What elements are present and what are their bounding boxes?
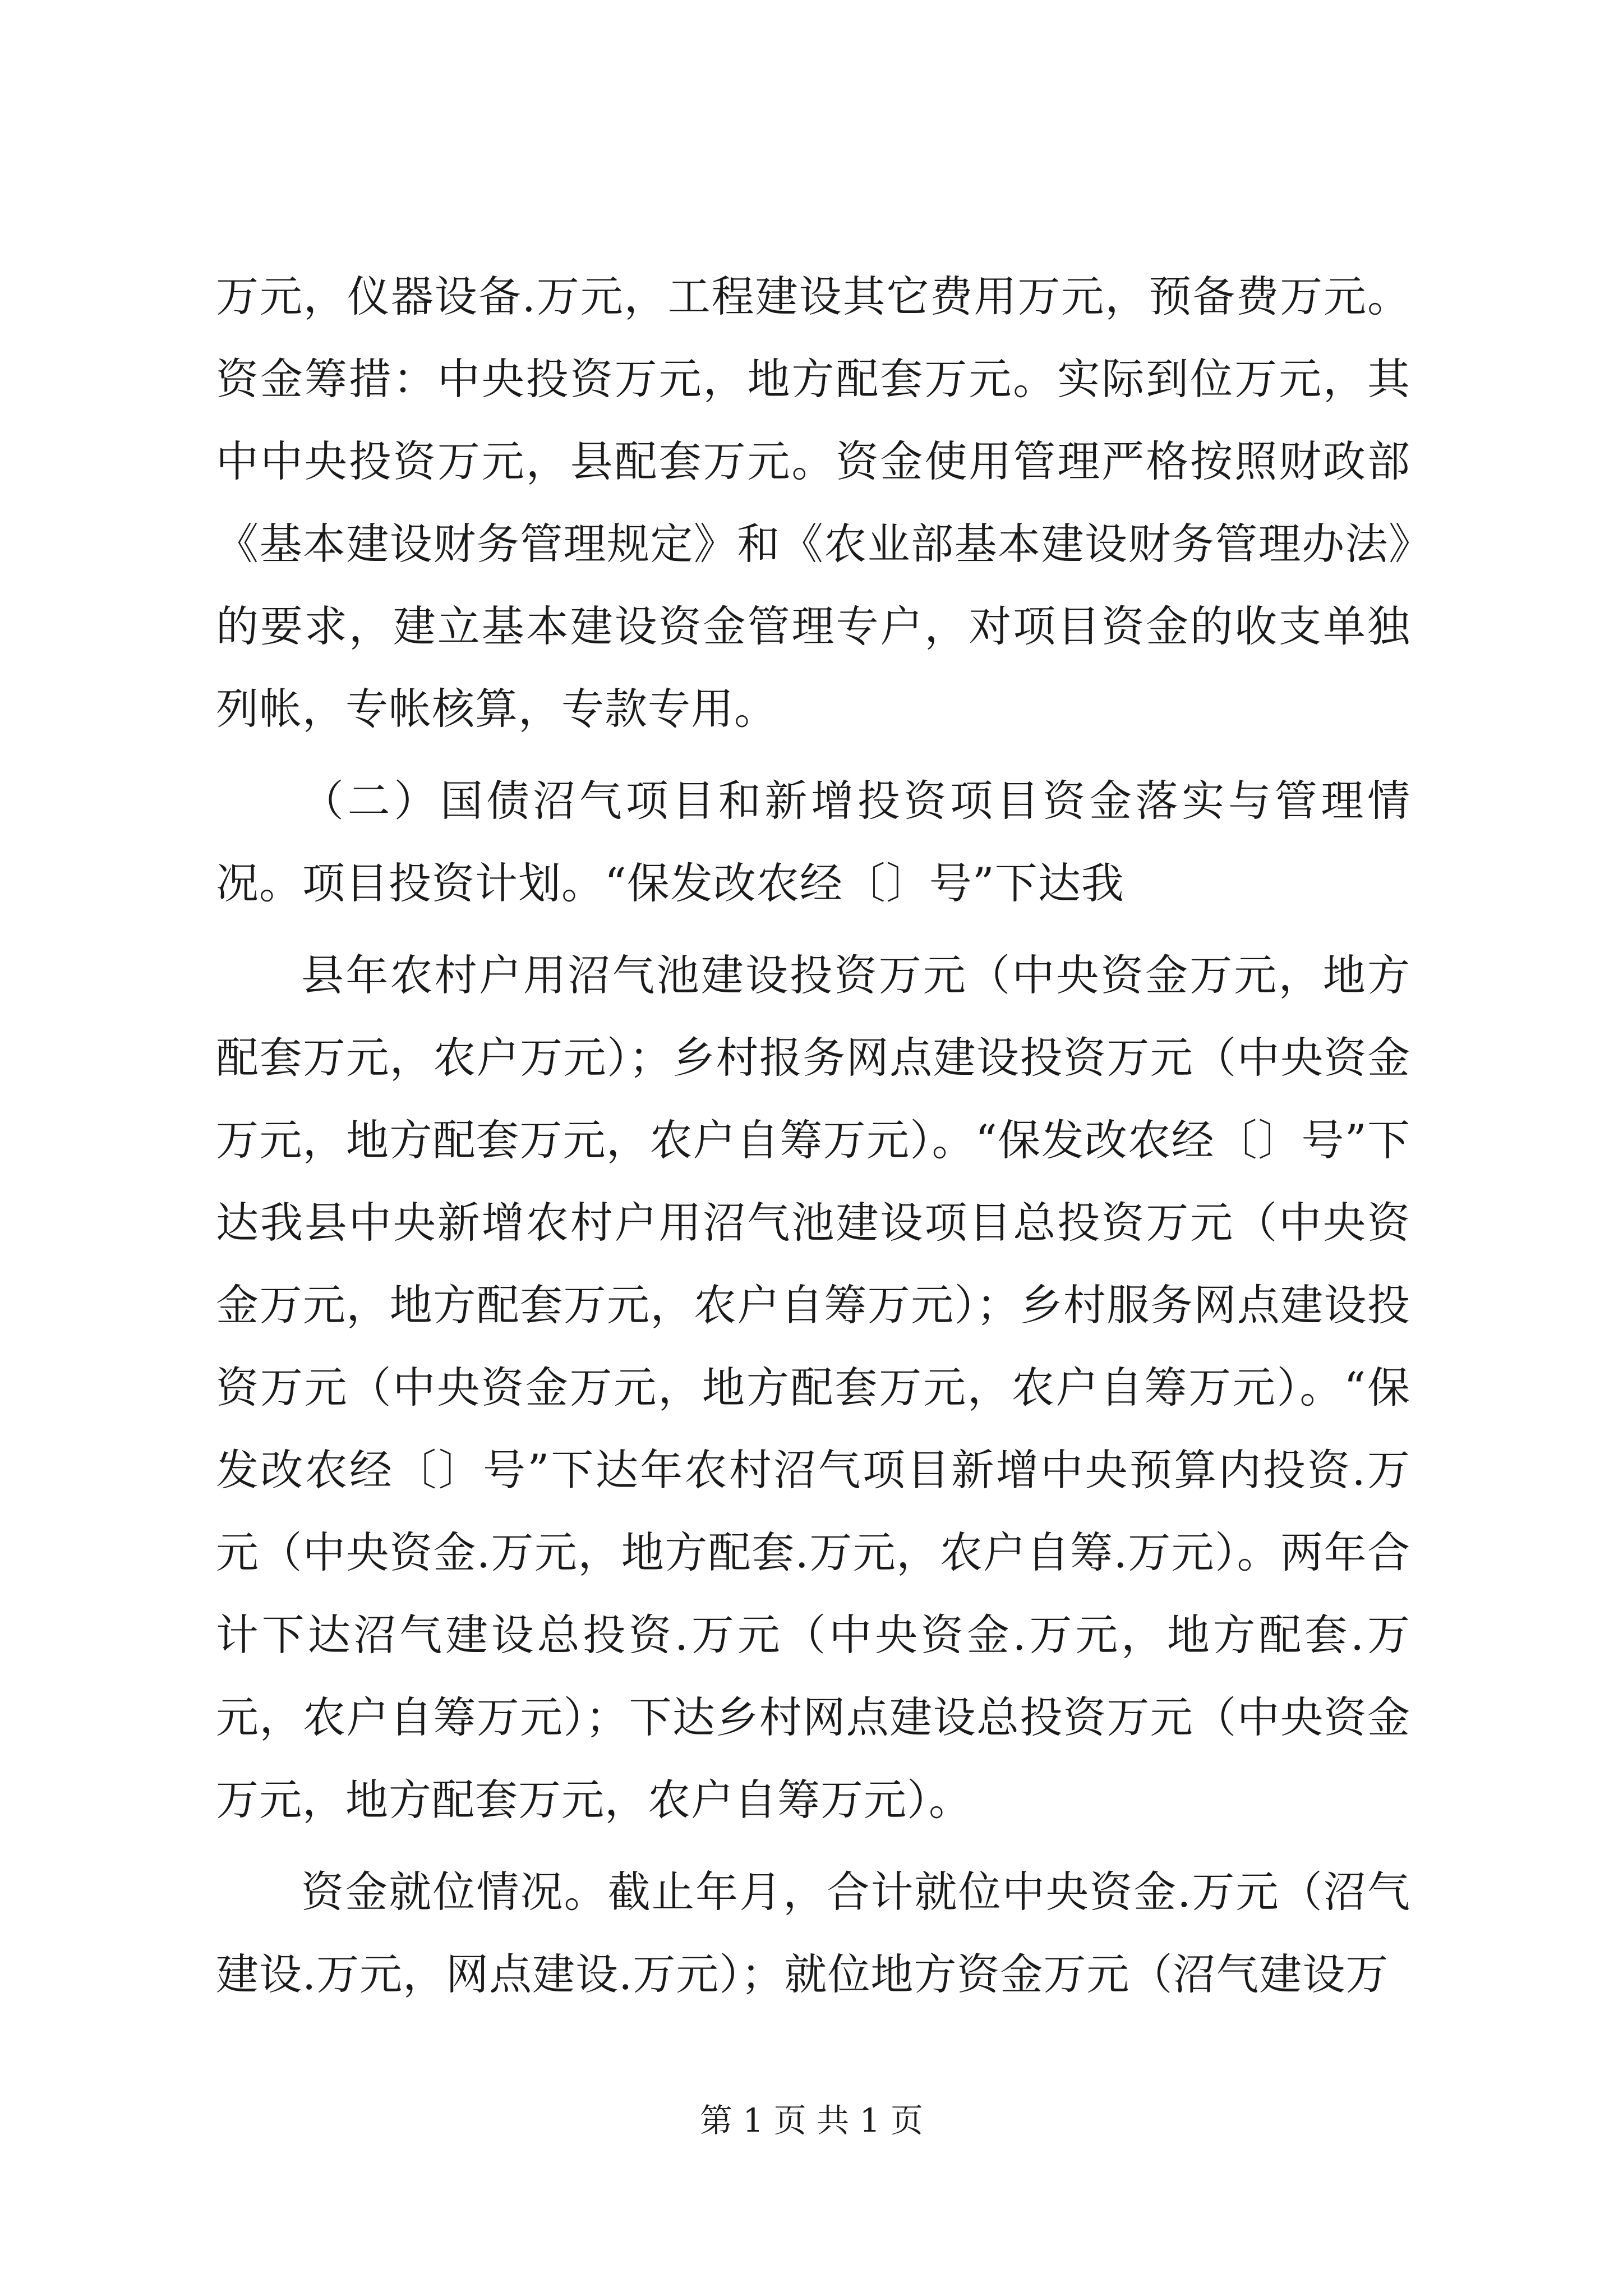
paragraph-investment-plan: 县年农村户用沼气池建设投资万元（中央资金万元，地方配套万元，农户万元）；乡村报务网点建设投资万元（中央资金万元，地方配套万元，农户自筹万元）。“保发改农经〔〕号”下达我县中央新增农村户用沼气池建设项目总投资万元（中央资金万元，地方配套万元，农户自筹万元）；乡村服务网点建设投资万元（中央资金万元，地方配套万元，农户自筹万元）。“保发改农经〔〕号”下达年农村沼气项目新增中央预算内投资.万元（中央资金.万元，地方配套.万元，农户自筹.万元）。两年合计下达沼气建设总投资.万元（中央资金.万元，地方配套.万元，农户自筹万元）；下达乡村网点建设总投资万元（中央资金万元，地方配套万元，农户自筹万元）。 [216,950,1410,1825]
paragraph-funds-in-place: 资金就位情况。截止年月，合计就位中央资金.万元（沼气建设.万元，网点建设.万元）；就位地方资金万元（沼气建设万 [216,1867,1410,1999]
document-body [216,255,1410,2025]
page-number-label: 第 1 页 共 1 页 [700,2101,923,2139]
page-footer [0,2098,1623,2143]
paragraph-funding-summary: 万元，仪器设备.万元，工程建设其它费用万元，预备费万元。资金筹措：中央投资万元，地方配套万元。实际到位万元，其中中央投资万元，县配套万元。资金使用管理严格按照财政部《基本建设财务管理规定》和《农业部基本建设财务管理办法》的要求，建立基本建设资金管理专户，对项目资金的收支单独列帐，专帐核算，专款专用。 [216,272,1410,734]
paragraph-section-heading: （二）国债沼气项目和新增投资项目资金落实与管理情况。项目投资计划。“保发改农经〔〕号”下达我 [216,776,1410,908]
